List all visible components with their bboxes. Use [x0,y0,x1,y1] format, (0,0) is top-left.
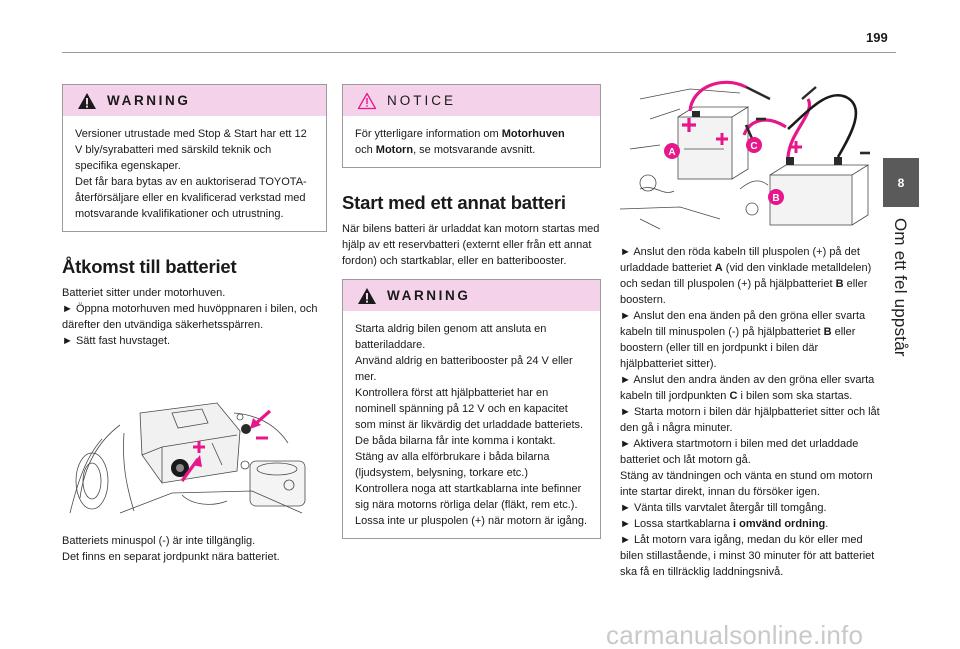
chapter-tab[interactable]: 8 [883,158,919,207]
battery-access-steps: Batteriet sitter under motorhuven. ► Öppna motorhuven med huvöppnaren i bilen, och därefter den utvändiga säkerhetsspärren. ► Sätt fast huvstaget. [62,287,318,347]
label-c: C [750,141,758,152]
step-keep-running: ► Låt motorn vara igång, medan du kör eller med bilen stillastående, i minst 30 minuter för att batteriet ska få en tillräcklig laddningsnivå. [620,534,875,578]
chapter-title [880,218,920,378]
page-number: 199 [866,30,888,45]
column-3 [620,84,882,580]
column-2 [342,84,601,539]
warning-box-jump-start [342,279,601,539]
warning-text: Versioner utrustade med Stop & Start har ett 12 V bly/syrabatteri med särskild teknik och specifika egenskaper. Det får bara bytas av en auktoriserad TOYOTA-återförsäljare eller en kvalificerad verkstad med motsvarande kvalifikationer och utrustning. [75,128,307,220]
watermark: carmanualsonline.info [606,620,864,649]
warning-box-stop-start [62,84,327,232]
step-disconnect: ► Lossa startkablarna i omvänd ordning. [620,518,829,530]
notice-box-header [343,85,600,116]
warning-box-header [343,280,600,311]
label-a: A [668,147,676,158]
battery-location-illustration [62,373,327,523]
battery-terminal-caption: Batteriets minuspol (-) är inte tillgänglig. Det finns en separat jordpunkt nära batteriet. [62,535,280,563]
section-title-battery-access: Åtkomst till batteriet [62,256,237,277]
column-1 [62,84,327,565]
step-start-engines: ► Starta motorn i bilen där hjälpbatteriet sitter och låt den gå i några minuter. ► Aktivera startmotorn i bilen med det urladdade batteriet och låt motorn gå. Stäng av tändningen och vänta en stund om motorn inte startar direkt, innan du försöker igen. ► Vänta tills varvtalet återgår till tomgång. [620,406,880,514]
warning-heading: WARNING [387,288,471,303]
notice-text: För ytterligare information om Motorhuven och Motorn, se motsvarande avsnitt. [355,128,565,156]
jump-start-cable-illustration [620,79,882,234]
chapter-title-text: Om ett fel uppstår [891,218,910,357]
notice-heading: NOTICE [387,93,457,108]
warning-heading: WARNING [107,93,191,108]
section-title-jump-start: Start med ett annat batteri [342,192,566,213]
link-hood: Motorhuven [501,128,565,140]
link-engine: Motorn [375,144,414,156]
warning-box-header [63,85,326,116]
step-connect-ground: ► Anslut den andra änden av den gröna eller svarta kabeln till jordpunkten C i bilen som ska startas. [620,374,875,402]
label-b: B [772,193,780,204]
jump-start-intro: När bilens batteri är urladdat kan motorn startas med hjälp av ett reservbatteri (externt eller från ett annat fordon) och startkablar, eller en batteribooster. [342,223,600,267]
notice-box [342,84,601,168]
top-rule [62,52,896,53]
step-connect-negative: ► Anslut den ena änden på den gröna eller svarta kabeln till minuspolen (-) på hjälpbatteriet B eller boostern (eller till en jordpunkt i bilen där hjälpbatteriet sitter). [620,310,866,370]
step-connect-red: ► Anslut den röda kabeln till pluspolen (+) på det urladdade batteriet A (vid den vinklade metalldelen) och sedan till pluspolen (+) på hjälpbatteriet B eller boostern. [620,246,872,306]
warning-text: Starta aldrig bilen genom att ansluta en batteriladdare. Använd aldrig en batteribooster på 24 V eller mer. Kontrollera först att hjälpbatteriet har en nominell spänning på 12 V och en kapacitet som minst är likvärdig det urladdade batteriets. De båda bilarna får inte komma i kontakt. Stäng av alla elförbrukare i båda bilarna (ljudsystem, belysning, torkare etc.) Kontrollera noga att startkablarna inte befinner sig nära motorns rörliga delar (fläkt, rem etc.). Lossa inte ur pluspolen (+) när motorn är igång. [355,323,588,527]
warning-triangle-icon [77,92,97,110]
warning-triangle-icon [357,287,377,305]
notice-triangle-icon [357,92,377,110]
